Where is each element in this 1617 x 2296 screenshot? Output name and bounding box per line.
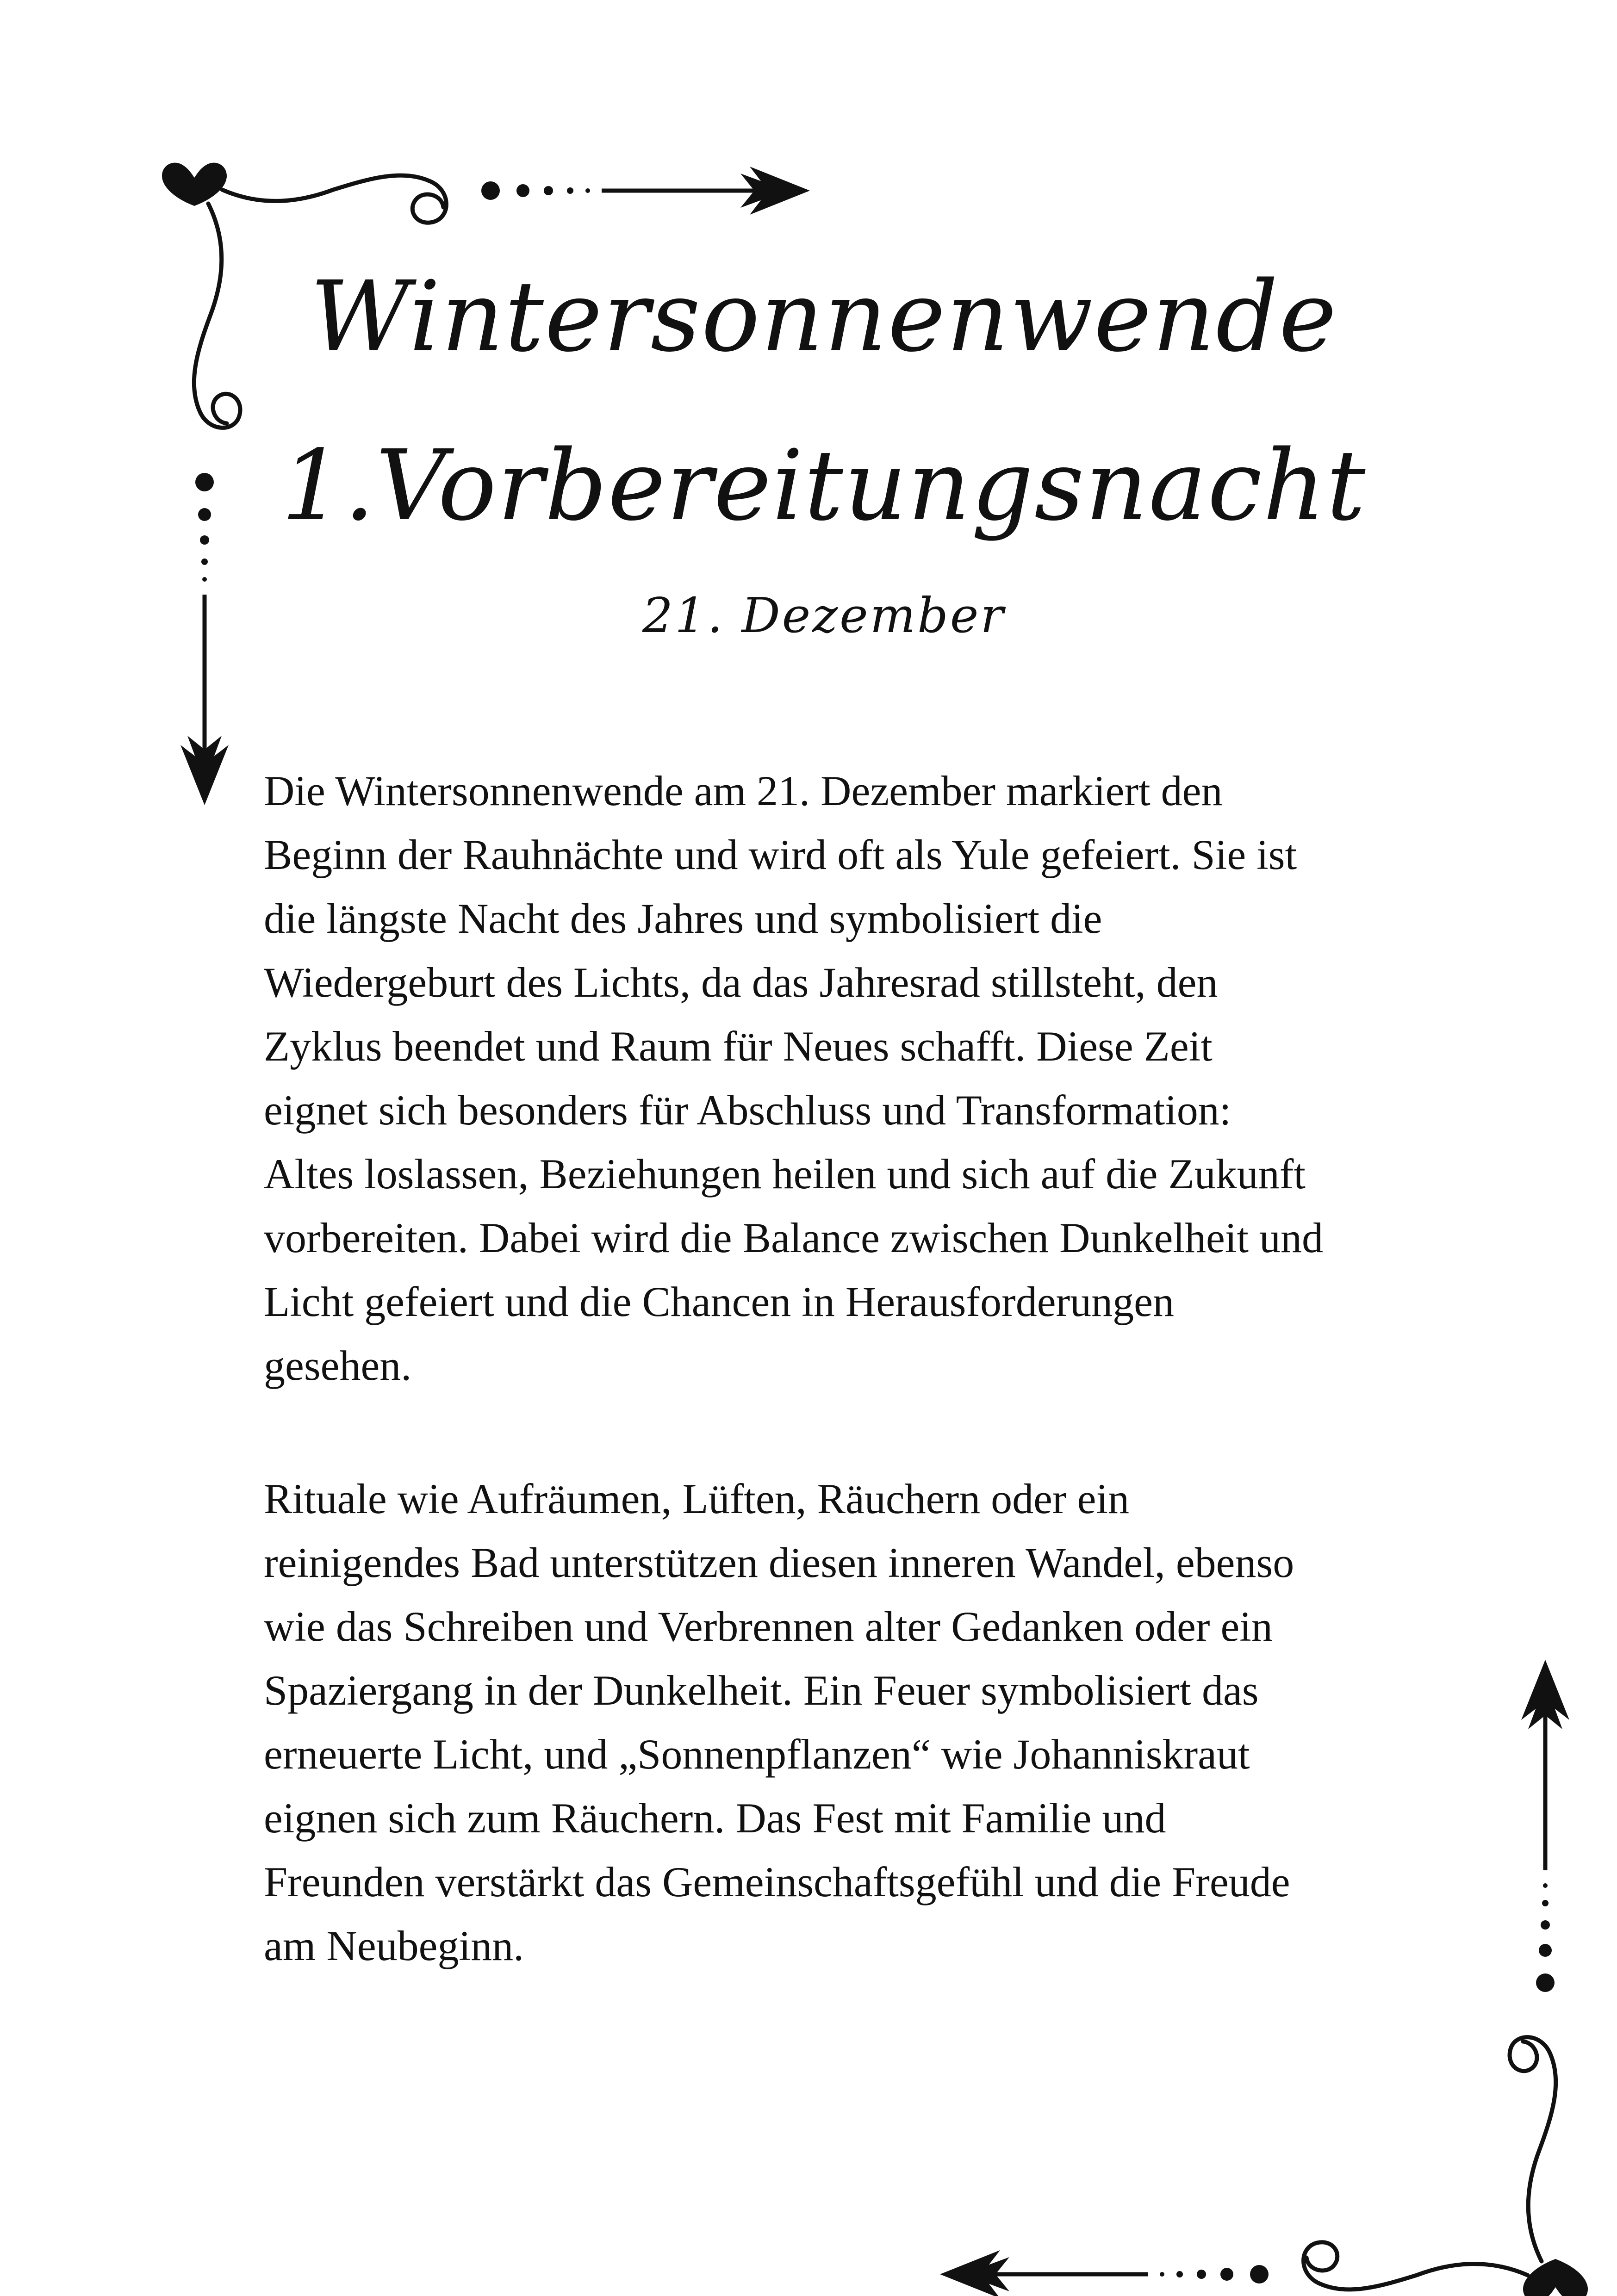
swirl-vertical-icon <box>1510 2037 1556 2261</box>
heart-icon <box>162 163 227 206</box>
text-line: am Neubeginn. <box>264 1922 524 1969</box>
text-line: Spaziergang in der Dunkelheit. Ein Feuer symbolisiert das <box>264 1667 1259 1714</box>
swirl-horizontal-icon <box>1304 2242 1528 2290</box>
dot-icon <box>1220 2268 1233 2281</box>
text-line: Rituale wie Aufräumen, Lüften, Räuchern oder ein <box>264 1475 1130 1522</box>
date-subtitle: 21. Dezember <box>642 587 1006 644</box>
text-line: eignet sich besonders für Abschluss und Transformation: <box>264 1086 1231 1134</box>
swirl-horizontal-icon <box>222 175 446 223</box>
text-line: Wiedergeburt des Lichts, da das Jahresrad stillsteht, den <box>264 959 1218 1006</box>
heart-icon <box>1523 2259 1588 2296</box>
dot-icon <box>1197 2270 1206 2279</box>
text-line: reinigendes Bad unterstützen diesen inneren Wandel, ebenso <box>264 1539 1294 1586</box>
dot-icon <box>202 577 207 582</box>
text-line: Altes loslassen, Beziehungen heilen und sich auf die Zukunft <box>264 1150 1306 1198</box>
dot-icon <box>1536 1973 1555 1992</box>
paragraph-2 <box>264 1467 1393 1978</box>
dot-icon <box>1539 1944 1552 1957</box>
dot-icon <box>516 184 529 197</box>
text-line: vorbereiten. Dabei wird die Balance zwischen Dunkelheit und <box>264 1214 1323 1261</box>
dot-icon <box>1176 2271 1183 2277</box>
text-line: Die Wintersonnenwende am 21. Dezember markiert den <box>264 767 1223 814</box>
page-title-line-2: 1.Vorbereitungsnacht <box>281 429 1367 542</box>
text-line: Freunden verstärkt das Gemeinschaftsgefühl und die Freude <box>264 1858 1290 1905</box>
dot-icon <box>1541 1920 1550 1930</box>
text-line: Licht gefeiert und die Chancen in Herausforderungen <box>264 1278 1174 1325</box>
text-line: wie das Schreiben und Verbrennen alter Gedanken oder ein <box>264 1603 1273 1650</box>
page-title-line-1: Wintersonnenwende <box>310 260 1337 373</box>
text-line: eignen sich zum Räuchern. Das Fest mit Familie und <box>264 1794 1166 1842</box>
dot-icon <box>481 181 500 200</box>
dot-icon <box>1160 2272 1164 2277</box>
dot-icon <box>585 188 590 193</box>
dot-icon <box>1542 1900 1549 1906</box>
text-line: gesehen. <box>264 1342 412 1389</box>
dot-icon <box>567 187 573 194</box>
dot-icon <box>201 558 208 565</box>
text-line: erneuerte Licht, und „Sonnenpflanzen“ wie Johanniskraut <box>264 1731 1250 1778</box>
paragraph-1 <box>264 759 1393 1397</box>
dot-icon <box>1250 2265 1269 2284</box>
text-line: Beginn der Rauhnächte und wird oft als Yule gefeiert. Sie ist <box>264 831 1297 878</box>
text-line: Zyklus beendet und Raum für Neues schafft. Diese Zeit <box>264 1023 1213 1070</box>
dot-icon <box>544 186 553 195</box>
dot-icon <box>1543 1883 1548 1888</box>
text-line: die längste Nacht des Jahres und symbolisiert die <box>264 895 1102 942</box>
